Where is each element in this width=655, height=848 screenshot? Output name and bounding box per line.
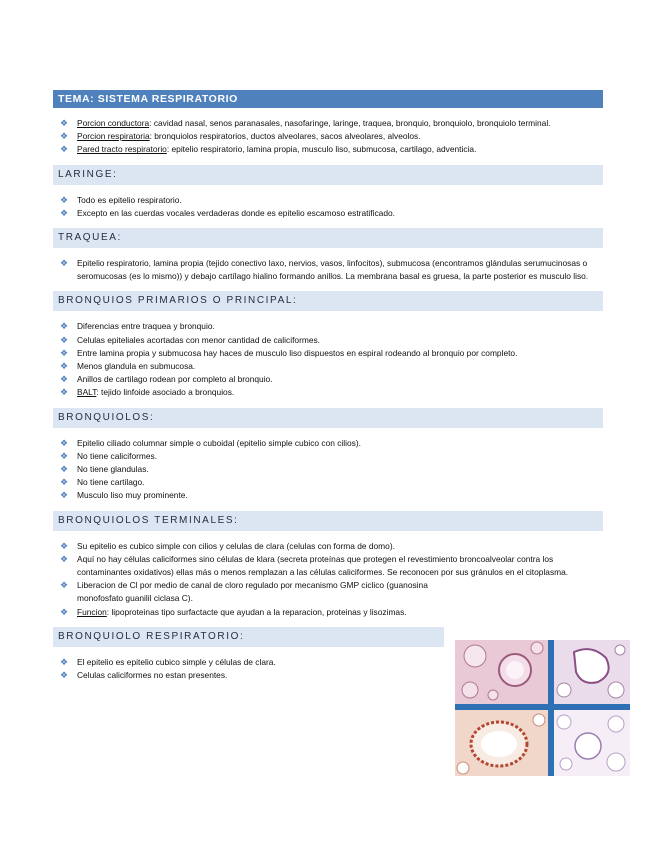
item-text: Todo es epitelio respiratorio. — [77, 194, 182, 205]
section-list — [53, 194, 603, 220]
item-term: Porcion respiratoria — [77, 131, 150, 142]
list-item — [53, 386, 603, 399]
section-heading: BRONQUIOLOS TERMINALES: — [53, 511, 603, 531]
list-item — [53, 489, 603, 502]
list-item — [53, 579, 447, 605]
diamond-bullet-icon: ❖ — [60, 477, 69, 488]
intro-list — [53, 117, 603, 157]
item-term: Porcion conductora — [77, 118, 150, 128]
item-text: Anillos de cartilago rodean por completo al bronquio. — [77, 374, 273, 385]
diamond-bullet-icon: ❖ — [60, 347, 69, 358]
item-text: Epitelio ciliado columnar simple o cuboidal (epitelio simple cubico con cilios). — [77, 437, 361, 448]
document-page — [53, 90, 603, 682]
item-text: El epitelio es epitelio cubico simple y células de clara. — [77, 656, 276, 667]
item-text: Musculo liso muy prominente. — [77, 490, 188, 501]
list-item — [53, 476, 603, 489]
item-text: No tiene cartilago. — [77, 477, 145, 488]
histology-images — [455, 640, 630, 776]
section-list — [53, 437, 603, 503]
section-list — [53, 257, 603, 283]
list-item — [53, 143, 603, 156]
diamond-bullet-icon: ❖ — [60, 118, 69, 128]
item-text: Celulas caliciformes no estan presentes. — [77, 670, 228, 681]
list-item — [53, 450, 603, 463]
item-text: Menos glandula en submucosa. — [77, 361, 196, 372]
list-item — [53, 257, 603, 283]
diamond-bullet-icon: ❖ — [60, 144, 69, 155]
alveoli-micrograph-bottom-right — [554, 710, 630, 776]
bronchiole-micrograph-top-left — [455, 640, 548, 704]
item-text: : lipoproteinas tipo surfactacte que ayudan a la reparacion, proteinas y lisozimas. — [106, 606, 407, 617]
list-item — [53, 540, 603, 553]
list-item — [53, 130, 603, 143]
diamond-bullet-icon: ❖ — [60, 580, 69, 591]
diamond-bullet-icon: ❖ — [60, 387, 69, 398]
image-divider-horizontal — [455, 704, 630, 710]
list-item — [53, 463, 603, 476]
item-text: Epitelio respiratorio, lamina propia (tejido conectivo laxo, nervios, vasos, linfocitos), submucosa (encontramos glándulas serumucinosas o seromucosas (es lo mismo)) y debajo cartílago hialino formando anillos. La membrana basal es gruesa, la parte posterior es musculo liso. — [77, 258, 589, 282]
diamond-bullet-icon: ❖ — [60, 490, 69, 501]
diamond-bullet-icon: ❖ — [60, 606, 69, 617]
list-item — [53, 437, 603, 450]
diamond-bullet-icon: ❖ — [60, 450, 69, 461]
item-text: Excepto en las cuerdas vocales verdaderas donde es epitelio escamoso estratificado. — [77, 207, 395, 218]
list-item — [53, 334, 603, 347]
item-text: : epitelio respiratorio, lamina propia, musculo liso, submucosa, cartilago, adventicia. — [166, 144, 477, 155]
diamond-bullet-icon: ❖ — [60, 321, 69, 332]
diamond-bullet-icon: ❖ — [60, 258, 69, 269]
section-heading: BRONQUIOLO RESPIRATORIO: — [53, 627, 444, 647]
diamond-bullet-icon: ❖ — [60, 207, 69, 218]
section-heading: LARINGE: — [53, 165, 603, 185]
item-text: Celulas epiteliales acortadas con menor cantidad de caliciformes. — [77, 334, 321, 345]
item-text: Diferencias entre traquea y bronquio. — [77, 321, 215, 332]
item-text: Su epitelio es cubico simple con cilios y celulas de clara (celulas con forma de domo). — [77, 540, 395, 551]
item-text: Liberacion de Cl por medio de canal de cloro regulado por mecanismo GMP ciclico (guanosina monofosfato guanilil ciclasa C). — [77, 580, 428, 604]
item-text: : bronquiolos respiratorios, ductos alveolares, sacos alveolares, alveolos. — [149, 131, 421, 142]
list-item — [53, 320, 603, 333]
diamond-bullet-icon: ❖ — [60, 334, 69, 345]
diamond-bullet-icon: ❖ — [60, 540, 69, 551]
list-item — [53, 207, 603, 220]
list-item — [53, 360, 603, 373]
list-item — [53, 347, 603, 360]
diamond-bullet-icon: ❖ — [60, 131, 69, 142]
item-text: Aquí no hay células caliciformes sino células de klara (secreta proteínas que protegen el revestimiento broncoalveolar contra los contaminantes oxidativos) ellas más o menos remplazan a las células caliciformes. Se reconocen por sus gránulos en el citoplasma. — [77, 553, 569, 578]
diamond-bullet-icon: ❖ — [60, 361, 69, 372]
airway-micrograph-bottom-left — [455, 710, 548, 776]
item-text: Entre lamina propia y submucosa hay haces de musculo liso dispuestos en espiral rodeando al bronquio por completo. — [77, 347, 518, 358]
diamond-bullet-icon: ❖ — [60, 437, 69, 448]
item-text: No tiene caliciformes. — [77, 450, 158, 461]
section-list — [53, 320, 603, 399]
list-item — [53, 117, 603, 130]
diamond-bullet-icon: ❖ — [60, 194, 69, 205]
list-item — [53, 606, 447, 619]
section-heading: BRONQUIOS PRIMARIOS O PRINCIPAL: — [53, 291, 603, 311]
list-item — [53, 194, 603, 207]
section-heading: BRONQUIOLOS: — [53, 408, 603, 428]
diamond-bullet-icon: ❖ — [60, 464, 69, 475]
item-term: Pared tracto respiratorio — [77, 144, 167, 155]
page-title: TEMA: SISTEMA RESPIRATORIO — [53, 90, 603, 108]
item-text: : tejido linfoide asociado a bronquios. — [96, 387, 235, 398]
section-list — [53, 540, 603, 619]
list-item — [53, 553, 603, 579]
lung-micrograph-top-right — [554, 640, 630, 704]
diamond-bullet-icon: ❖ — [60, 670, 69, 681]
list-item — [53, 373, 603, 386]
item-term: BALT — [77, 387, 97, 398]
diamond-bullet-icon: ❖ — [60, 374, 69, 385]
sections — [53, 165, 603, 683]
item-term: Funcion — [77, 606, 107, 617]
section-heading: TRAQUEA: — [53, 228, 603, 248]
item-text: No tiene glandulas. — [77, 464, 149, 475]
item-text: : cavidad nasal, senos paranasales, nasofaringe, laringe, traquea, bronquio, bronquiolo, bronquiolo terminal. — [149, 118, 551, 128]
diamond-bullet-icon: ❖ — [60, 656, 69, 667]
diamond-bullet-icon: ❖ — [60, 553, 69, 564]
